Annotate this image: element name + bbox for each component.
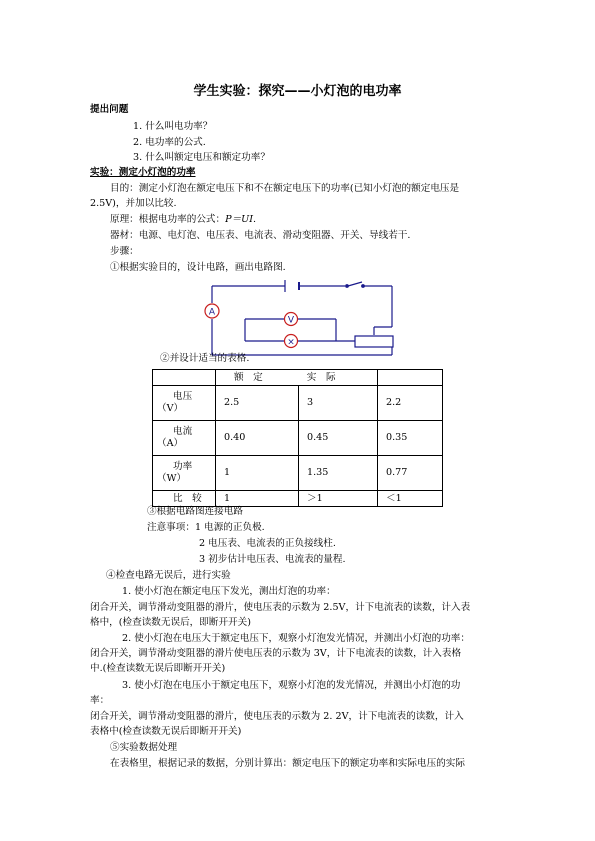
proc3-line-1: 3. 使小灯泡在电压小于额定电压下，观察小灯泡的发光情况，并测出小灯泡的功	[122, 680, 461, 691]
step-3: ③根据电路图连接电路	[147, 506, 243, 517]
table-row	[153, 456, 443, 491]
proc2-line-2: 闭合开关，调节滑动变阻器的滑片使电压表的示数为 3V，计下电流表的读数，计入表格	[90, 648, 462, 659]
table-row-compare	[153, 491, 443, 507]
step-4: ④检查电路无误后，进行实验	[106, 570, 231, 581]
proc3-line-4: 表格中(检查读数无误后即断开开关)	[90, 726, 242, 737]
purpose-line-1: 目的：测定小灯泡在额定电压下和不在额定电压下的功率(已知小灯泡的额定电压是	[110, 183, 460, 194]
proc1-line-3: 格中，(检查读数无误后，即断开开关)	[90, 617, 251, 628]
switch-blade	[348, 282, 362, 286]
table-header-cell	[153, 370, 216, 386]
table-header-cell	[216, 370, 378, 386]
proc3-line-2: 率：	[90, 695, 110, 706]
principle-formula: P＝UI.	[225, 214, 257, 225]
table-cell: 1	[216, 456, 299, 491]
table-row	[153, 386, 443, 421]
table-cell: 0.77	[378, 456, 443, 491]
table-header-row	[153, 370, 443, 386]
rheostat-body	[355, 336, 393, 347]
final-line: 在表格里，根据记录的数据，分别计算出：额定电压下的额定功率和实际电压的实际	[110, 758, 465, 769]
header-actual: 实 际	[306, 371, 336, 383]
table-cell: 2.5	[216, 386, 299, 421]
question-2: 2. 电功率的公式.	[133, 137, 206, 148]
lamp-symbol: ×	[287, 337, 295, 348]
table-header-cell	[378, 370, 443, 386]
page-title: 学生实验：探究——小灯泡的电功率	[193, 84, 402, 99]
row-label: 功率 （W）	[153, 456, 216, 491]
row-label: 电压 （V）	[153, 386, 216, 421]
notes-line-2: 2 电压表、电流表的正负接线柱.	[199, 538, 336, 549]
table-cell: 0.35	[378, 421, 443, 456]
steps-label: 步骤：	[110, 246, 139, 257]
proc3-line-3: 闭合开关，调节滑动变阻器的滑片，使电压表的示数为 2. 2V，计下电流表的读数，计入	[90, 711, 464, 722]
table-cell: 3	[299, 386, 378, 421]
equipment-line: 器材：电源、电灯泡、电压表、电流表、滑动变阻器、开关、导线若干.	[110, 230, 411, 241]
table-cell: 0.45	[299, 421, 378, 456]
proc1-line-2: 闭合开关，调节滑动变阻器的滑片，使电压表的示数为 2.5V，计下电流表的读数，计入表	[90, 602, 471, 613]
experiment-heading: 实验：测定小灯泡的功率	[90, 167, 196, 178]
switch-contact-left	[346, 285, 349, 288]
notes-line-1: 注意事项：1 电源的正负极.	[147, 522, 265, 533]
table-cell: ＞1	[299, 491, 378, 507]
principle-prefix: 原理：根据电功率的公式：	[110, 214, 226, 225]
notes-line-3: 3 初步估计电压表、电流表的量程.	[199, 554, 346, 565]
table-cell: 1	[216, 491, 299, 507]
purpose-line-2: 2.5V)，并加以比较.	[90, 198, 177, 209]
table-cell: 2.2	[378, 386, 443, 421]
voltmeter-symbol: V	[287, 315, 295, 326]
table-row	[153, 421, 443, 456]
section-heading-questions: 提出问题	[90, 104, 129, 115]
question-1: 1. 什么叫电功率？	[133, 121, 213, 132]
proc1-line-1: 1. 使小灯泡在额定电压下发光，测出灯泡的功率：	[122, 586, 336, 597]
row-label: 电流 （A）	[153, 421, 216, 456]
header-rated: 额 定	[234, 371, 263, 383]
step-5: ⑤实验数据处理	[110, 742, 178, 753]
data-table	[152, 369, 443, 507]
proc2-line-1: 2. 使小灯泡在电压大于额定电压下，观察小灯泡发光情况，并测出小灯泡的功率：	[122, 633, 470, 644]
proc2-line-3: 中.(检查读数无误后即断开开关)	[90, 663, 226, 674]
question-3: 3. 什么叫额定电压和额定功率？	[133, 152, 270, 163]
table-cell: ＜1	[378, 491, 443, 507]
table-cell: 1.35	[299, 456, 378, 491]
row-label: 比 较	[153, 491, 216, 507]
ammeter-symbol: A	[208, 307, 216, 318]
step-1: ①根据实验目的，设计电路，画出电路图.	[110, 262, 286, 273]
table-cell: 0.40	[216, 421, 299, 456]
step-2: ②并设计适当的表格.	[160, 353, 250, 364]
